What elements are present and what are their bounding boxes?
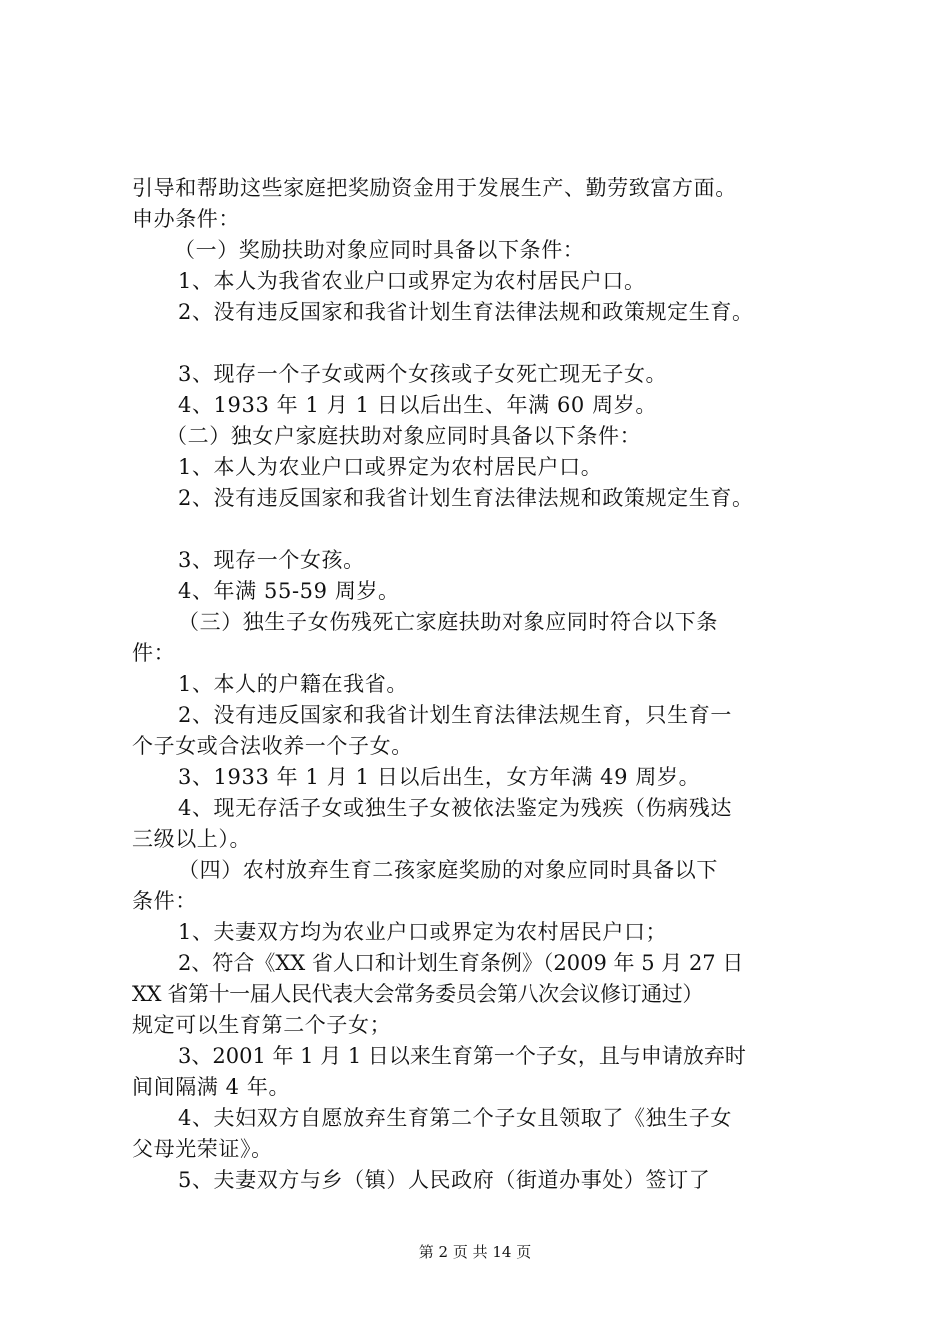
document-body [132,173,852,1196]
text-line: 规定可以生育第二个子女； [132,1013,392,1037]
text-line: XX 省第十一届人民代表大会常务委员会第八次会议修订通过） [132,982,703,1006]
condition-item: 4、现无存活子女或独生子女被依法鉴定为残疾（伤病残达 [178,796,732,820]
condition-item: 4、夫妇双方自愿放弃生育第二个子女且领取了《独生子女 [178,1106,732,1130]
text-line: 间间隔满 4 年。 [132,1075,291,1099]
subsection-heading: （三）独生子女伤残死亡家庭扶助对象应同时符合以下条 [178,610,718,634]
text-line: 件： [132,641,176,665]
text-line: 父母光荣证》。 [132,1137,273,1161]
text-line: 个子女或合法收养一个子女。 [132,734,413,758]
condition-item: 3、2001 年 1 月 1 日以来生育第一个子女，且与申请放弃时 [178,1044,746,1068]
text-line: 条件： [132,889,197,913]
condition-item: 2、符合《XX 省人口和计划生育条例》（2009 年 5 月 27 日 [178,951,744,975]
subsection-heading: （二）独女户家庭扶助对象应同时具备以下条件： [166,424,642,448]
text-line: 三级以上）。 [132,827,252,851]
page-footer: 第 2 页 共 14 页 [418,1243,532,1261]
condition-item: 3、现存一个子女或两个女孩或子女死亡现无子女。 [178,362,668,386]
section-heading: 申办条件： [132,207,240,231]
condition-item: 3、现存一个女孩。 [178,548,365,572]
condition-item: 2、没有违反国家和我省计划生育法律法规和政策规定生育。 [178,300,754,324]
condition-item: 1、本人的户籍在我省。 [178,672,408,696]
condition-item: 1、本人为农业户口或界定为农村居民户口。 [178,455,603,479]
condition-item: 2、没有违反国家和我省计划生育法律法规和政策规定生育。 [178,486,754,510]
condition-item: 3、1933 年 1 月 1 日以后出生，女方年满 49 周岁。 [178,765,701,789]
blank-line [132,328,852,359]
condition-item: 1、本人为我省农业户口或界定为农村居民户口。 [178,269,646,293]
condition-item: 2、没有违反国家和我省计划生育法律法规生育，只生育一 [178,703,732,727]
blank-line [132,514,852,545]
condition-item: 1、夫妻双方均为农业户口或界定为农村居民户口； [178,920,668,944]
text-line: 引导和帮助这些家庭把奖励资金用于发展生产、勤劳致富方面。 [132,176,737,200]
condition-item: 4、1933 年 1 月 1 日以后出生、年满 60 周岁。 [178,393,657,417]
condition-item: 4、年满 55-59 周岁。 [178,579,400,603]
condition-item: 5、夫妻双方与乡（镇）人民政府（街道办事处）签订了 [178,1168,711,1192]
subsection-heading: （四）农村放弃生育二孩家庭奖励的对象应同时具备以下 [178,858,718,882]
subsection-heading: （一）奖励扶助对象应同时具备以下条件： [174,238,585,262]
